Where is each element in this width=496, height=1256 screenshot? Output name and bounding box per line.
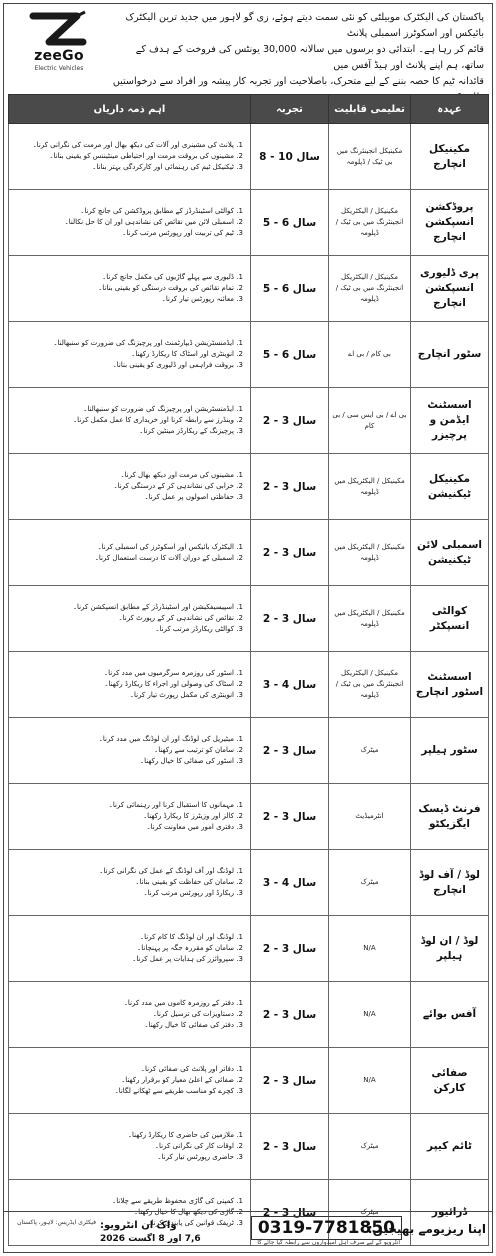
qualification-cell: مکینیکل / الیکٹریکل انجینئرنگ میں بی ٹیک / ڈپلومہ bbox=[329, 652, 411, 718]
experience-cell: سال 3 - 2 bbox=[251, 916, 329, 982]
duty-item: 3. ٹیم کی تربیت اور رپورٹس مرتب کرنا۔ bbox=[12, 228, 234, 239]
post-cell: سٹور ہیلپر bbox=[411, 718, 489, 784]
duty-item: 1. دفاتر اور پلانٹ کی صفائی کرنا۔ bbox=[12, 1064, 234, 1075]
table-body bbox=[9, 124, 489, 1246]
experience-cell: سال 4 - 3 bbox=[251, 850, 329, 916]
table-row bbox=[9, 388, 489, 454]
jobs-table bbox=[8, 94, 489, 1246]
duty-item: 2. صفائی کے اعلیٰ معیار کو برقرار رکھنا۔ bbox=[12, 1075, 234, 1086]
duties-list bbox=[12, 932, 246, 965]
brand-name: zeeGo bbox=[34, 48, 84, 64]
table-row bbox=[9, 454, 489, 520]
table-row bbox=[9, 1114, 489, 1180]
experience-cell: سال 4 - 3 bbox=[251, 652, 329, 718]
post-cell: پری ڈلیوری انسپکشن انچارج bbox=[411, 256, 489, 322]
duty-item: 1. ایڈمنسٹریشن اور پرچیزنگ کی ضرورت کو سنبھالنا۔ bbox=[12, 404, 234, 415]
header-duties: اہم ذمہ داریاں bbox=[9, 95, 251, 124]
table-row bbox=[9, 1048, 489, 1114]
experience-cell: سال 10 - 8 bbox=[251, 124, 329, 190]
duty-item: 1. اسٹور کی روزمرہ سرگرمیوں میں مدد کرنا۔ bbox=[12, 668, 234, 679]
duty-item: 3. بروقت فراہمی اور ڈلیوری کو یقینی بنانا۔ bbox=[12, 360, 234, 371]
zeego-logo-icon bbox=[27, 10, 91, 50]
duties-list bbox=[12, 1130, 246, 1163]
table-header-row bbox=[9, 95, 489, 124]
intro-line: قائم کر رہا ہے۔ ابتدائی دو برسوں میں سالانہ 30,000 یونٹس کی فروخت کے ہدف کے ساتھ، ہم اپنے پلانٹ اور ہیڈ آفس میں bbox=[135, 44, 484, 71]
duties-cell bbox=[9, 586, 251, 652]
post-cell: لوڈ / آف لوڈ انچارج bbox=[411, 850, 489, 916]
table-row bbox=[9, 652, 489, 718]
duties-cell bbox=[9, 718, 251, 784]
duty-item: 2. سامان کو مقررہ جگہ پر پہنچانا۔ bbox=[12, 943, 234, 954]
duties-cell bbox=[9, 190, 251, 256]
header-experience: تجربہ bbox=[251, 95, 329, 124]
duty-item: 3. پرچیزنگ کے ریکارڈز مینٹین کرنا۔ bbox=[12, 426, 234, 437]
experience-cell: سال 3 - 2 bbox=[251, 388, 329, 454]
duty-item: 1. ملازمین کی حاضری کا ریکارڈ رکھنا۔ bbox=[12, 1130, 234, 1141]
duty-item: 1. لوڈنگ اور آف لوڈنگ کے عمل کی نگرانی کرنا۔ bbox=[12, 866, 234, 877]
header-post: عہدہ bbox=[411, 95, 489, 124]
experience-cell: سال 6 - 5 bbox=[251, 190, 329, 256]
post-cell: ٹائم کیپر bbox=[411, 1114, 489, 1180]
walkin-date: 7,6 اور 8 اگست 2026 bbox=[100, 1234, 201, 1244]
qualification-cell: N/A bbox=[329, 916, 411, 982]
footer bbox=[4, 1211, 492, 1252]
duty-item: 1. کمپنی کی گاڑی محفوظ طریقے سے چلانا۔ bbox=[12, 1196, 234, 1207]
duty-item: 3. ٹریفک قوانین کی پابندی کرنا۔ bbox=[12, 1218, 234, 1229]
duty-item: 3. ٹیکنیکل ٹیم کی رہنمائی اور کارکردگی بہتر بنانا۔ bbox=[12, 162, 234, 173]
table-row bbox=[9, 256, 489, 322]
duties-list bbox=[12, 1064, 246, 1097]
qualification-cell: مکینیکل / الیکٹریکل انجینئرنگ میں بی ٹیک / ڈپلومہ bbox=[329, 190, 411, 256]
duties-list bbox=[12, 668, 246, 701]
apply-label: اپنا ریزیومے بھیجیں: bbox=[367, 1222, 486, 1236]
duty-item: 3. کچرے کو مناسب طریقے سے ٹھکانے لگانا۔ bbox=[12, 1086, 234, 1097]
duty-item: 2. اسٹاک کی وصولی اور اجراء کا ریکارڈ رکھنا۔ bbox=[12, 679, 234, 690]
duties-cell bbox=[9, 1114, 251, 1180]
duty-item: 3. معائنہ رپورٹس تیار کرنا۔ bbox=[12, 294, 234, 305]
table-row bbox=[9, 718, 489, 784]
qualification-cell: بی کام / بی اے bbox=[329, 322, 411, 388]
duty-item: 3. انوینٹری کی مکمل رپورٹ تیار کرنا۔ bbox=[12, 690, 234, 701]
duty-item: 3. اسٹور کی صفائی کا خیال رکھنا۔ bbox=[12, 756, 234, 767]
duty-item: 1. ایڈمنسٹریشن ڈیپارٹمنٹ اور پرچیزنگ کی ضرورت کو سنبھالنا۔ bbox=[12, 338, 234, 349]
table-row bbox=[9, 850, 489, 916]
experience-cell: سال 3 - 2 bbox=[251, 784, 329, 850]
duties-list bbox=[12, 404, 246, 437]
qualification-cell: میٹرک bbox=[329, 1114, 411, 1180]
header bbox=[4, 4, 492, 90]
post-cell: اسسٹنٹ ایڈمن و پرچیزر bbox=[411, 388, 489, 454]
duties-list bbox=[12, 734, 246, 767]
duty-item: 2. انوینٹری اور اسٹاک کا ریکارڈ رکھنا۔ bbox=[12, 349, 234, 360]
experience-cell: سال 6 - 5 bbox=[251, 256, 329, 322]
duty-item: 1. پلانٹ کی مشینری اور آلات کی دیکھ بھال اور مرمت کی نگرانی کرنا۔ bbox=[12, 140, 234, 151]
duty-item: 2. تمام نقائص کی بروقت درستگی کو یقینی بنانا۔ bbox=[12, 283, 234, 294]
duties-cell bbox=[9, 388, 251, 454]
post-cell: فرنٹ ڈیسک ایگزیکٹو bbox=[411, 784, 489, 850]
duties-cell bbox=[9, 652, 251, 718]
table-row bbox=[9, 982, 489, 1048]
duties-list bbox=[12, 602, 246, 635]
table-row bbox=[9, 916, 489, 982]
post-cell: مکینیکل انچارج bbox=[411, 124, 489, 190]
duty-item: 3. سپروائزر کی ہدایات پر عمل کرنا۔ bbox=[12, 954, 234, 965]
post-cell: ڈرائیور bbox=[411, 1180, 489, 1246]
duties-cell bbox=[9, 322, 251, 388]
duty-item: 1. مشینوں کی مرمت اور دیکھ بھال کرنا۔ bbox=[12, 470, 234, 481]
duties-list bbox=[12, 272, 246, 305]
duties-cell bbox=[9, 850, 251, 916]
header-qualification: تعلیمی قابلیت bbox=[329, 95, 411, 124]
qualification-cell: میٹرک bbox=[329, 718, 411, 784]
duty-item: 2. نقائص کی نشاندہی کر کے رپورٹ کرنا۔ bbox=[12, 613, 234, 624]
post-cell: مکینیکل ٹیکنیشن bbox=[411, 454, 489, 520]
duties-list bbox=[12, 470, 246, 503]
duty-item: 3. کوالٹی ریکارڈز مرتب کرنا۔ bbox=[12, 624, 234, 635]
duty-item: 1. میٹیریل کی لوڈنگ اور ان لوڈنگ میں مدد کرنا۔ bbox=[12, 734, 234, 745]
duty-item: 2. کالز اور وزیٹرز کا ریکارڈ رکھنا۔ bbox=[12, 811, 234, 822]
qualification-cell: مکینیکل / الیکٹریکل میں ڈپلومہ bbox=[329, 520, 411, 586]
duties-list bbox=[12, 542, 246, 564]
duty-item: 2. مشینوں کی بروقت مرمت اور احتیاطی مینٹیننس کو یقینی بنانا۔ bbox=[12, 151, 234, 162]
duty-item: 2. دستاویزات کی ترسیل کرنا۔ bbox=[12, 1009, 234, 1020]
duty-item: 1. ڈلیوری سے پہلے گاڑیوں کی مکمل جانچ کرنا۔ bbox=[12, 272, 234, 283]
duties-list bbox=[12, 998, 246, 1031]
duties-cell bbox=[9, 520, 251, 586]
job-advertisement bbox=[3, 3, 493, 1253]
contact-note: انٹرویو کے لیے صرف اہل امیدواروں سے رابطہ کیا جائے گا bbox=[257, 1239, 400, 1246]
qualification-cell: مکینیکل / الیکٹریکل انجینئرنگ میں بی ٹیک / ڈپلومہ bbox=[329, 256, 411, 322]
duty-item: 3. حاضری رپورٹس تیار کرنا۔ bbox=[12, 1152, 234, 1163]
experience-cell: سال 3 - 2 bbox=[251, 982, 329, 1048]
duties-cell bbox=[9, 784, 251, 850]
duty-item: 2. خرابی کی نشاندہی کر کے درستگی کرنا۔ bbox=[12, 481, 234, 492]
experience-cell: سال 6 - 5 bbox=[251, 322, 329, 388]
qualification-cell: N/A bbox=[329, 982, 411, 1048]
table-row bbox=[9, 322, 489, 388]
duties-cell bbox=[9, 1048, 251, 1114]
experience-cell: سال 3 - 2 bbox=[251, 586, 329, 652]
duty-item: 2. اوقات کار کی نگرانی کرنا۔ bbox=[12, 1141, 234, 1152]
experience-cell: سال 3 - 2 bbox=[251, 1048, 329, 1114]
experience-cell: سال 3 - 2 bbox=[251, 454, 329, 520]
duties-list bbox=[12, 206, 246, 239]
post-cell: کوالٹی انسپکٹر bbox=[411, 586, 489, 652]
duty-item: 3. دفتری امور میں معاونت کرنا۔ bbox=[12, 822, 234, 833]
brand-logo bbox=[10, 10, 108, 84]
intro-line: قائدانہ ٹیم کا حصہ بننے کے لیے متحرک، باصلاحیت اور تجربہ کار پیشہ ور افراد سے درخواستیں bbox=[112, 76, 484, 87]
qualification-cell: مکینیکل / الیکٹریکل میں ڈپلومہ bbox=[329, 586, 411, 652]
qualification-cell: میٹرک bbox=[329, 1180, 411, 1246]
duties-list bbox=[12, 800, 246, 833]
post-cell: لوڈ / ان لوڈ ہیلپر bbox=[411, 916, 489, 982]
duties-list bbox=[12, 140, 246, 173]
table-row bbox=[9, 190, 489, 256]
duty-item: 1. الیکٹرک بائیکس اور اسکوٹرز کی اسمبلی کرنا۔ bbox=[12, 542, 234, 553]
table-row bbox=[9, 520, 489, 586]
duties-list bbox=[12, 866, 246, 899]
duty-item: 1. کوالٹی اسٹینڈرڈز کے مطابق پروڈکشن کی جانچ کرنا۔ bbox=[12, 206, 234, 217]
duties-cell bbox=[9, 124, 251, 190]
qualification-cell: N/A bbox=[329, 1048, 411, 1114]
post-cell: آفس بوائے bbox=[411, 982, 489, 1048]
duty-item: 2. سامان کی حفاظت کو یقینی بنانا۔ bbox=[12, 877, 234, 888]
duty-item: 2. اسمبلی لائن میں نقائص کی نشاندہی اور ان کا حل نکالنا۔ bbox=[12, 217, 234, 228]
duty-item: 1. لوڈنگ اور ان لوڈنگ کا کام کرنا۔ bbox=[12, 932, 234, 943]
duty-item: 3. حفاظتی اصولوں پر عمل کرنا۔ bbox=[12, 492, 234, 503]
duties-list bbox=[12, 338, 246, 371]
duties-cell bbox=[9, 256, 251, 322]
duty-item: 1. مہمانوں کا استقبال کرنا اور رہنمائی کرنا۔ bbox=[12, 800, 234, 811]
duties-cell bbox=[9, 454, 251, 520]
qualification-cell: مکینیکل انجینئرنگ میں بی ٹیک / ڈپلومہ bbox=[329, 124, 411, 190]
duty-item: 2. گاڑی کی دیکھ بھال کا خیال رکھنا۔ bbox=[12, 1207, 234, 1218]
post-cell: صفائی کارکن bbox=[411, 1048, 489, 1114]
duties-cell bbox=[9, 916, 251, 982]
table-row bbox=[9, 586, 489, 652]
experience-cell: سال 3 - 2 bbox=[251, 520, 329, 586]
duty-item: 2. اسمبلی کے دوران آلات کا درست استعمال کرنا۔ bbox=[12, 553, 234, 564]
duty-item: 2. وینڈرز سے رابطہ کرنا اور خریداری کا عمل مکمل کرنا۔ bbox=[12, 415, 234, 426]
duty-item: 1. اسپیسیفکیشن اور اسٹینڈرڈز کے مطابق انسپکشن کرنا۔ bbox=[12, 602, 234, 613]
duty-item: 1. دفتر کے روزمرہ کاموں میں مدد کرنا۔ bbox=[12, 998, 234, 1009]
post-cell: سٹور انچارج bbox=[411, 322, 489, 388]
intro-line: پاکستان کی الیکٹرک موبیلٹی کو نئی سمت دیتے ہوئے، زی گو لاہور میں جدید ترین الیکٹرک بائیکس اور اسکوٹرز اسمبلی پلانٹ bbox=[125, 12, 484, 39]
qualification-cell: مکینیکل / الیکٹریکل میں ڈپلومہ bbox=[329, 454, 411, 520]
experience-cell: سال 3 - 2 bbox=[251, 1114, 329, 1180]
qualification-cell: میٹرک bbox=[329, 850, 411, 916]
table-row bbox=[9, 784, 489, 850]
contact-phone[interactable]: 0319-7781850 bbox=[251, 1216, 402, 1240]
table-row bbox=[9, 124, 489, 190]
post-cell: اسسٹنٹ اسٹور انچارج bbox=[411, 652, 489, 718]
experience-cell: سال 3 - 2 bbox=[251, 1180, 329, 1246]
post-cell: پروڈکشن انسپکشن انچارج bbox=[411, 190, 489, 256]
post-cell: اسمبلی لائن ٹیکنیشن bbox=[411, 520, 489, 586]
brand-subtitle: Electric Vehicles bbox=[34, 65, 84, 72]
duty-item: 3. دفتر کی صفائی کا خیال رکھنا۔ bbox=[12, 1020, 234, 1031]
qualification-cell: بی اے / بی ایس سی / بی کام bbox=[329, 388, 411, 454]
factory-address: فیکٹری ایڈریس: لاہور، پاکستان bbox=[17, 1219, 96, 1226]
intro-text bbox=[112, 10, 484, 106]
experience-cell: سال 3 - 2 bbox=[251, 718, 329, 784]
duties-cell bbox=[9, 982, 251, 1048]
duty-item: 3. ریکارڈ اور رپورٹس مرتب کرنا۔ bbox=[12, 888, 234, 899]
duty-item: 2. سامان کو ترتیب سے رکھنا۔ bbox=[12, 745, 234, 756]
qualification-cell: انٹرمیڈیٹ bbox=[329, 784, 411, 850]
walkin-label: واک ان انٹرویو: bbox=[100, 1220, 177, 1231]
